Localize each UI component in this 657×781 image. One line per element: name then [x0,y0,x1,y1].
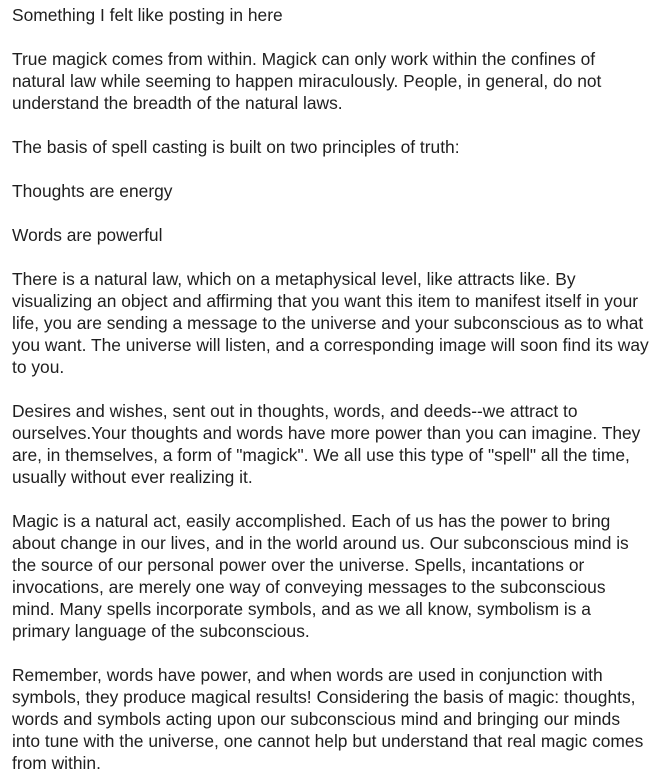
paragraph-true-magick: True magick comes from within. Magick can only work within the confines of natural law while seeming to happen miraculously. People, in general, do not understand the breadth of the natural laws. [12,49,602,113]
post-body [12,4,652,774]
paragraph-principles: The basis of spell casting is built on two principles of truth: [12,137,460,157]
principle-thoughts: Thoughts are energy [12,181,173,201]
paragraph-natural-law: There is a natural law, which on a metaphysical level, like attracts like. By visualizing an object and affirming that you want this item to manifest itself in your life, you are sending a message to the universe and your subconscious as to what you want. The universe will listen, and a corresponding image will soon find its way to you. [12,269,649,377]
post-intro: Something I felt like posting in here [12,5,283,25]
principle-words: Words are powerful [12,225,163,245]
paragraph-magic-natural-act: Magic is a natural act, easily accomplished. Each of us has the power to bring about change in our lives, and in the world around us. Our subconscious mind is the source of our personal power over the universe. Spells, incantations or invocations, are merely one way of conveying messages to the subconscious mind. Many spells incorporate symbols, and as we all know, symbolism is a primary language of the subconscious. [12,511,629,641]
paragraph-desires: Desires and wishes, sent out in thoughts, words, and deeds--we attract to ourselves.Your thoughts and words have more power than you can imagine. They are, in themselves, a form of "magick". We all use this type of "spell" all the time, usually without ever realizing it. [12,401,641,487]
paragraph-remember: Remember, words have power, and when words are used in conjunction with symbols, they produce magical results! Considering the basis of magic: thoughts, words and symbols acting upon our subconscious mind and bringing our minds into tune with the universe, one cannot help but understand that real magic comes from within. [12,665,644,773]
